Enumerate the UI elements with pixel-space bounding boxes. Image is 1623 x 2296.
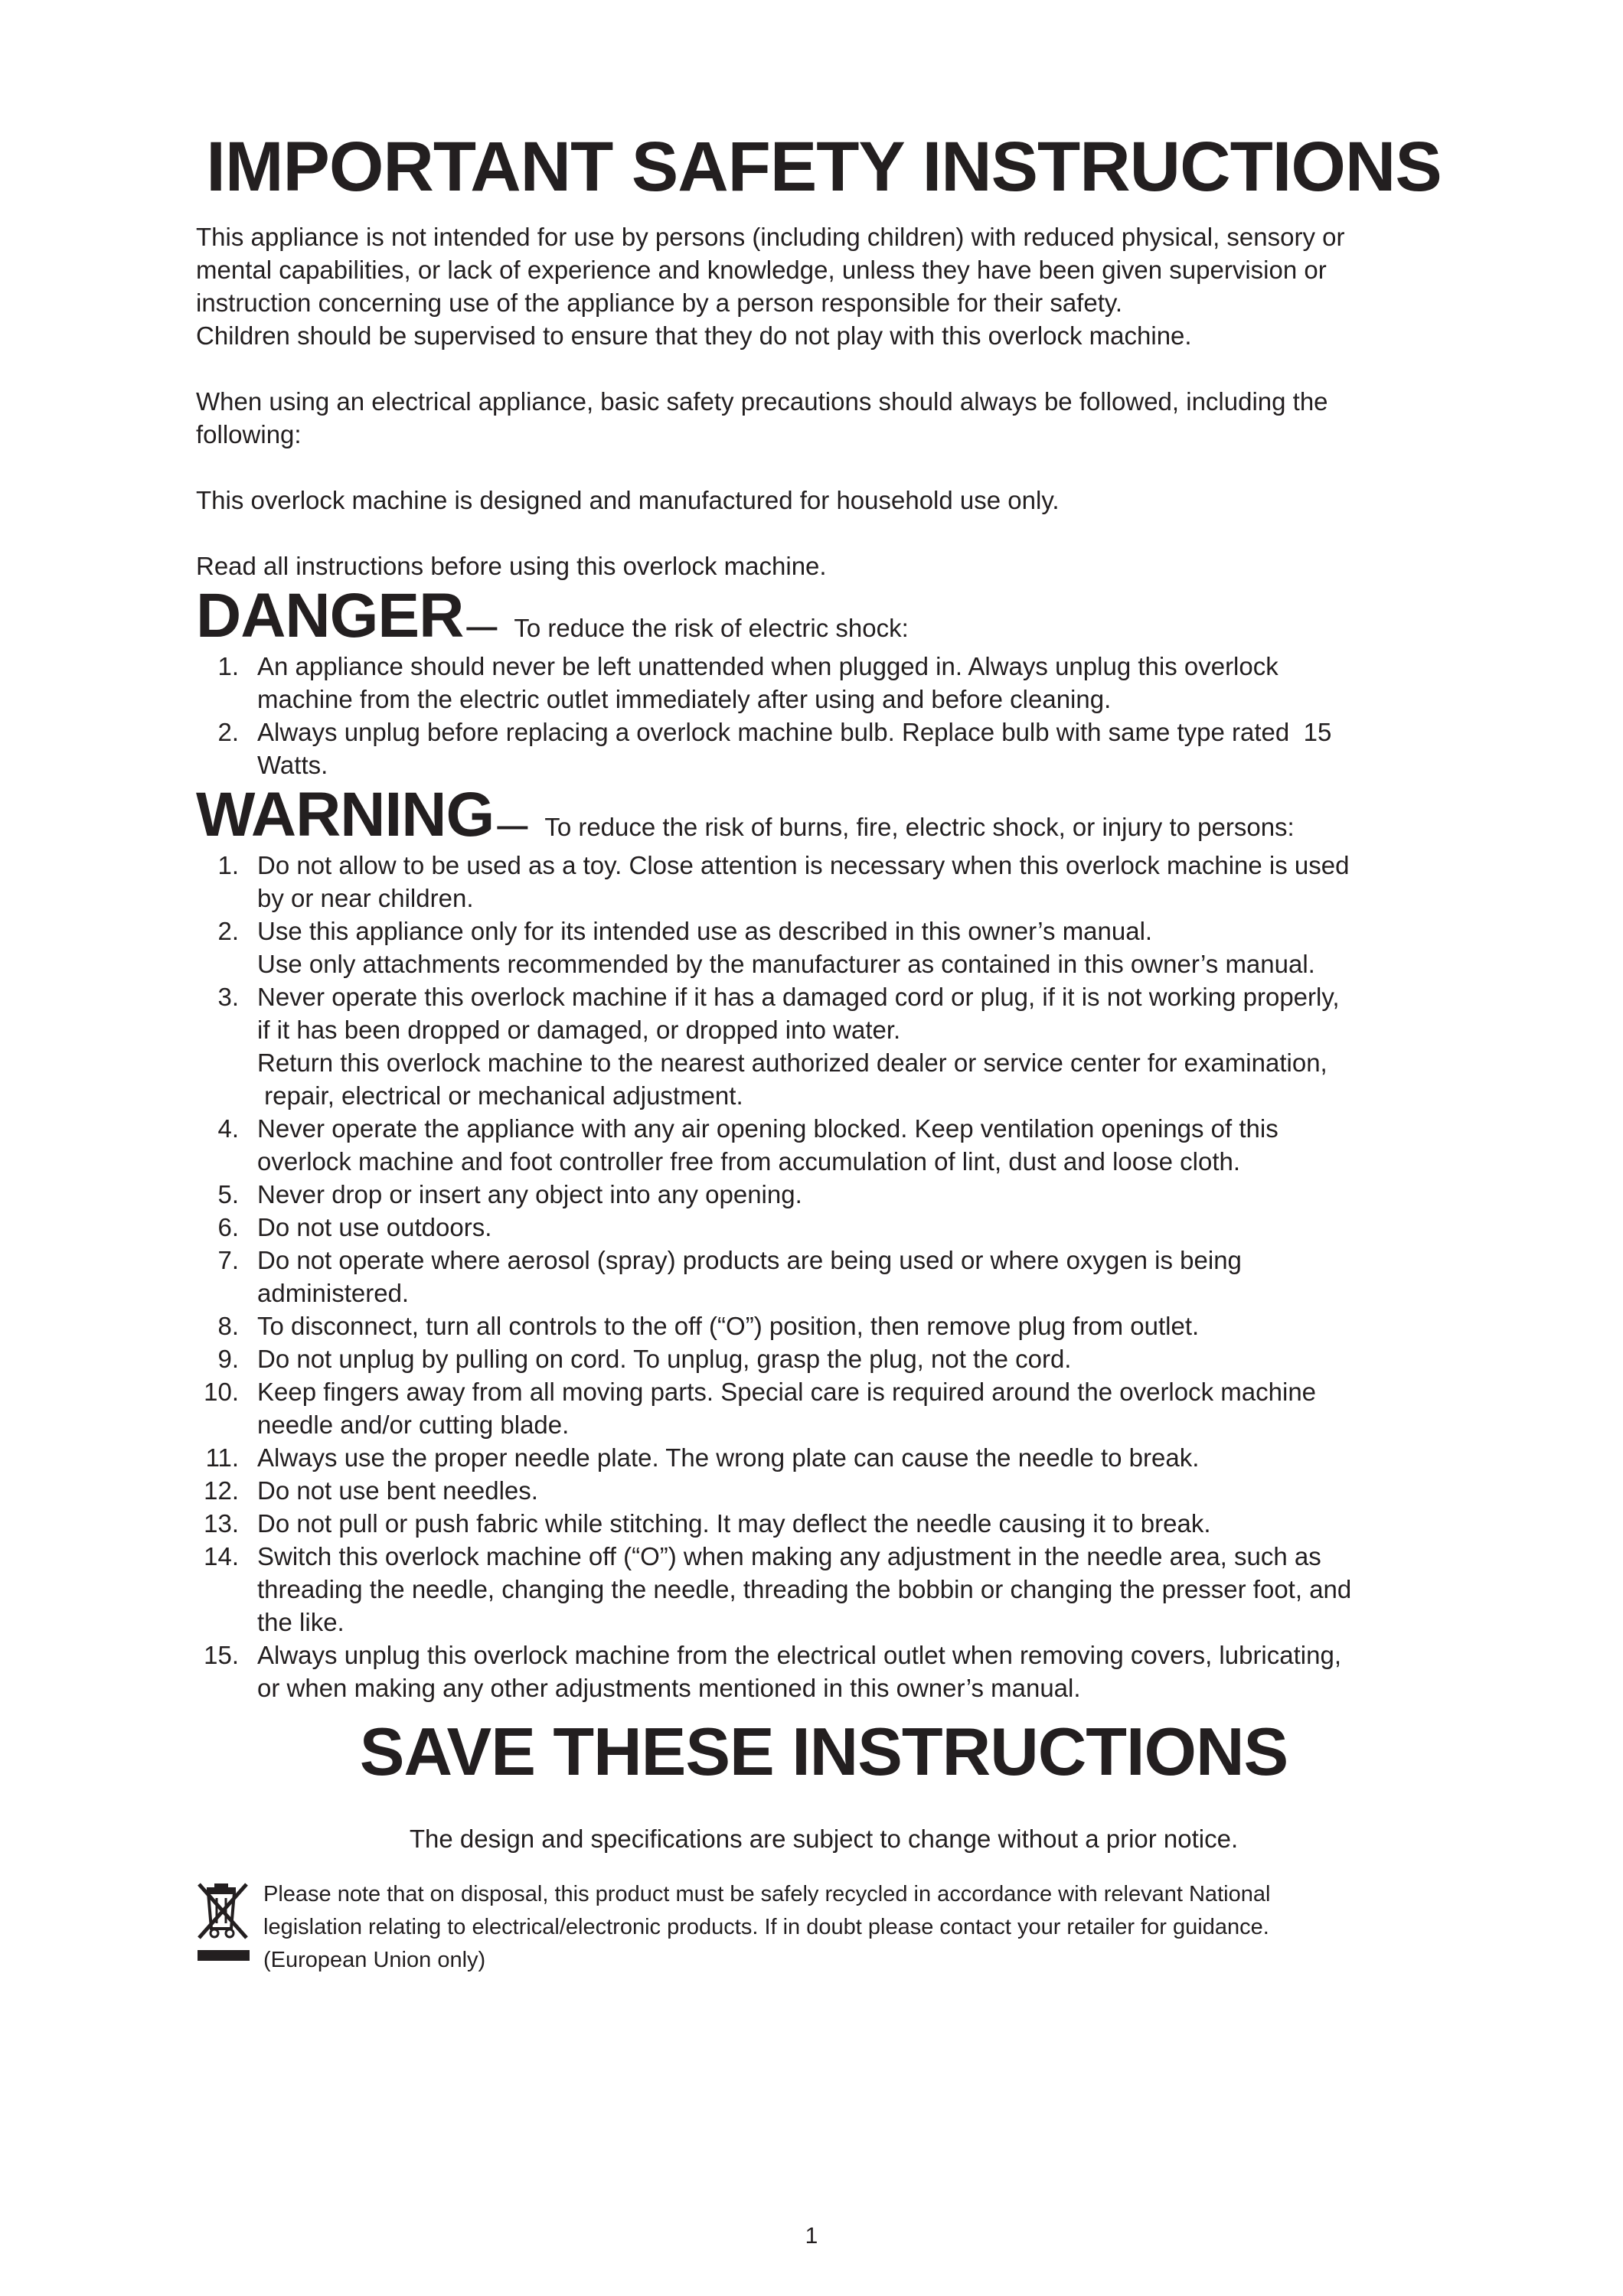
warning-item-number: 15. [204,1641,239,1669]
warning-item [196,849,1452,915]
danger-item-number: 2. [217,718,239,746]
warning-item-line: Never drop or insert any object into any opening. [257,1180,802,1208]
danger-item-line: Watts. [257,751,328,779]
warning-item-text [257,1211,1452,1244]
recycling-line: legislation relating to electrical/electronic products. If in doubt please contact your retailer for guidance. [263,1915,1269,1939]
warning-subtitle: To reduce the risk of burns, fire, electric shock, or injury to persons: [544,813,1295,841]
warning-item-number: 9. [217,1345,239,1373]
warning-item-line: overlock machine and foot controller free from accumulation of lint, dust and loose cloth. [257,1147,1241,1176]
warning-item-number: 7. [217,1246,239,1274]
warning-item [196,1540,1452,1639]
warning-item-line: Return this overlock machine to the nearest authorized dealer or service center for examination, [257,1049,1327,1077]
danger-dash: — [466,610,498,644]
warning-item [196,980,1452,1112]
warning-item-line: the like. [257,1608,345,1636]
warning-item-line: Do not unplug by pulling on cord. To unplug, grasp the plug, not the cord. [257,1345,1072,1373]
warning-item-line: Never operate this overlock machine if it has a damaged cord or plug, if it is not working properly, [257,983,1340,1011]
warning-dash: — [497,809,528,843]
warning-item-text [257,1342,1452,1375]
warning-item [196,1639,1452,1704]
danger-heading [196,582,1452,650]
intro-line: instruction concerning use of the appliance by a person responsible for their safety. [196,289,1123,317]
warning-item [196,1244,1452,1309]
warning-item-number: 11. [205,1443,239,1472]
warning-item [196,1474,1452,1507]
warning-item [196,1309,1452,1342]
recycling-line: Please note that on disposal, this product must be safely recycled in accordance with relevant National [263,1882,1271,1906]
danger-item-line: An appliance should never be left unattended when plugged in. Always unplug this overlock [257,652,1278,680]
warning-item-line: Never operate the appliance with any air opening blocked. Keep ventilation openings of this [257,1114,1278,1143]
page-title: IMPORTANT SAFETY INSTRUCTIONS [206,128,1442,206]
warning-item-line: threading the needle, changing the needle, threading the bobbin or changing the presser foot, and [257,1575,1352,1603]
warning-item [196,1375,1452,1441]
warning-item-text [257,980,1452,1112]
warning-item [196,1211,1452,1244]
document-page [196,122,1452,1977]
warning-item [196,1507,1452,1540]
warning-item-number: 4. [217,1114,239,1143]
warning-item-line: Do not pull or push fabric while stitching. It may deflect the needle causing it to break. [257,1509,1211,1538]
warning-item-line: Switch this overlock machine off (“O”) when making any adjustment in the needle area, such as [257,1542,1321,1570]
warning-section [196,781,1452,1704]
danger-item-line: machine from the electric outlet immediately after using and before cleaning. [257,685,1112,713]
danger-item [196,716,1452,781]
warning-item-number: 1. [217,851,239,879]
intro-section [196,220,1452,582]
warning-item [196,1112,1452,1178]
warning-item-text [257,1112,1452,1178]
danger-subtitle: To reduce the risk of electric shock: [514,614,909,642]
page-number: 1 [805,2223,818,2249]
warning-item-text [257,849,1452,915]
danger-list [196,650,1452,781]
warning-item-line: Always unplug this overlock machine from the electrical outlet when removing covers, lubricating, [257,1641,1341,1669]
danger-section [196,582,1452,781]
warning-item [196,915,1452,980]
warning-item-line: needle and/or cutting blade. [257,1411,570,1439]
warning-item-line: Do not allow to be used as a toy. Close attention is necessary when this overlock machine is used [257,851,1350,879]
warning-word: WARNING [196,780,495,850]
warning-item-line: Use only attachments recommended by the manufacturer as contained in this owner’s manual. [257,950,1315,978]
warning-heading [196,781,1452,849]
danger-item-line: Always unplug before replacing a overlock machine bulb. Replace bulb with same type rated 15 [257,718,1332,746]
warning-item-number: 8. [217,1312,239,1340]
precautions-line: When using an electrical appliance, basic safety precautions should always be followed, including the [196,387,1328,416]
precautions-line: following: [196,420,302,448]
warning-item-line: Do not use bent needles. [257,1476,538,1505]
warning-list [196,849,1452,1704]
recycling-line: (European Union only) [263,1948,486,1972]
danger-item-number: 1. [217,652,239,680]
warning-item-line: if it has been dropped or damaged, or dropped into water. [257,1016,901,1044]
warning-item-number: 6. [217,1213,239,1241]
warning-item-text [257,1178,1452,1211]
danger-item [196,650,1452,716]
warning-item-text [257,1375,1452,1441]
warning-item [196,1342,1452,1375]
warning-item-text [257,1639,1452,1704]
warning-item-line: administered. [257,1279,410,1307]
warning-item-text [257,1540,1452,1639]
warning-item-text [257,1507,1452,1540]
warning-item-line: Always use the proper needle plate. The wrong plate can cause the needle to break. [257,1443,1200,1472]
warning-item [196,1178,1452,1211]
warning-item-line: by or near children. [257,884,474,912]
warning-item [196,1441,1452,1474]
danger-item-text [257,716,1452,781]
warning-item-number: 2. [217,917,239,945]
warning-item-line: Do not use outdoors. [257,1213,492,1241]
read-all-note: Read all instructions before using this overlock machine. [196,552,827,580]
warning-item-line: Do not operate where aerosol (spray) products are being used or where oxygen is being [257,1246,1242,1274]
crossed-out-wheelie-bin-icon [196,1881,251,1965]
warning-item-line: or when making any other adjustments mentioned in this owner’s manual. [257,1674,1081,1702]
warning-item-line: Use this appliance only for its intended use as described in this owner’s manual. [257,917,1153,945]
warning-item-number: 3. [217,983,239,1011]
warning-item-number: 12. [204,1476,239,1505]
danger-item-text [257,650,1452,716]
warning-item-number: 5. [217,1180,239,1208]
recycling-notice [196,1878,1452,1977]
warning-item-line: repair, electrical or mechanical adjustment. [257,1081,743,1110]
warning-item-number: 10. [204,1378,239,1406]
save-instructions-title: SAVE THESE INSTRUCTIONS [359,1714,1288,1789]
warning-item-line: To disconnect, turn all controls to the off (“O”) position, then remove plug from outlet. [257,1312,1200,1340]
warning-item-text [257,1474,1452,1507]
warning-item-text [257,915,1452,980]
specifications-notice: The design and specifications are subject to change without a prior notice. [409,1825,1239,1853]
warning-item-text [257,1309,1452,1342]
warning-item-number: 14. [204,1542,239,1570]
warning-item-number: 13. [204,1509,239,1538]
intro-line: This appliance is not intended for use by persons (including children) with reduced physical, sensory or [196,223,1345,251]
intro-line: Children should be supervised to ensure that they do not play with this overlock machine. [196,321,1192,350]
recycling-text [263,1878,1270,1977]
warning-item-text [257,1244,1452,1309]
warning-item-text [257,1441,1452,1474]
danger-word: DANGER [196,581,464,651]
intro-line: mental capabilities, or lack of experience and knowledge, unless they have been given supervision or [196,256,1327,284]
warning-item-line: Keep fingers away from all moving parts. Special care is required around the overlock machine [257,1378,1317,1406]
household-use-note: This overlock machine is designed and manufactured for household use only. [196,486,1060,514]
